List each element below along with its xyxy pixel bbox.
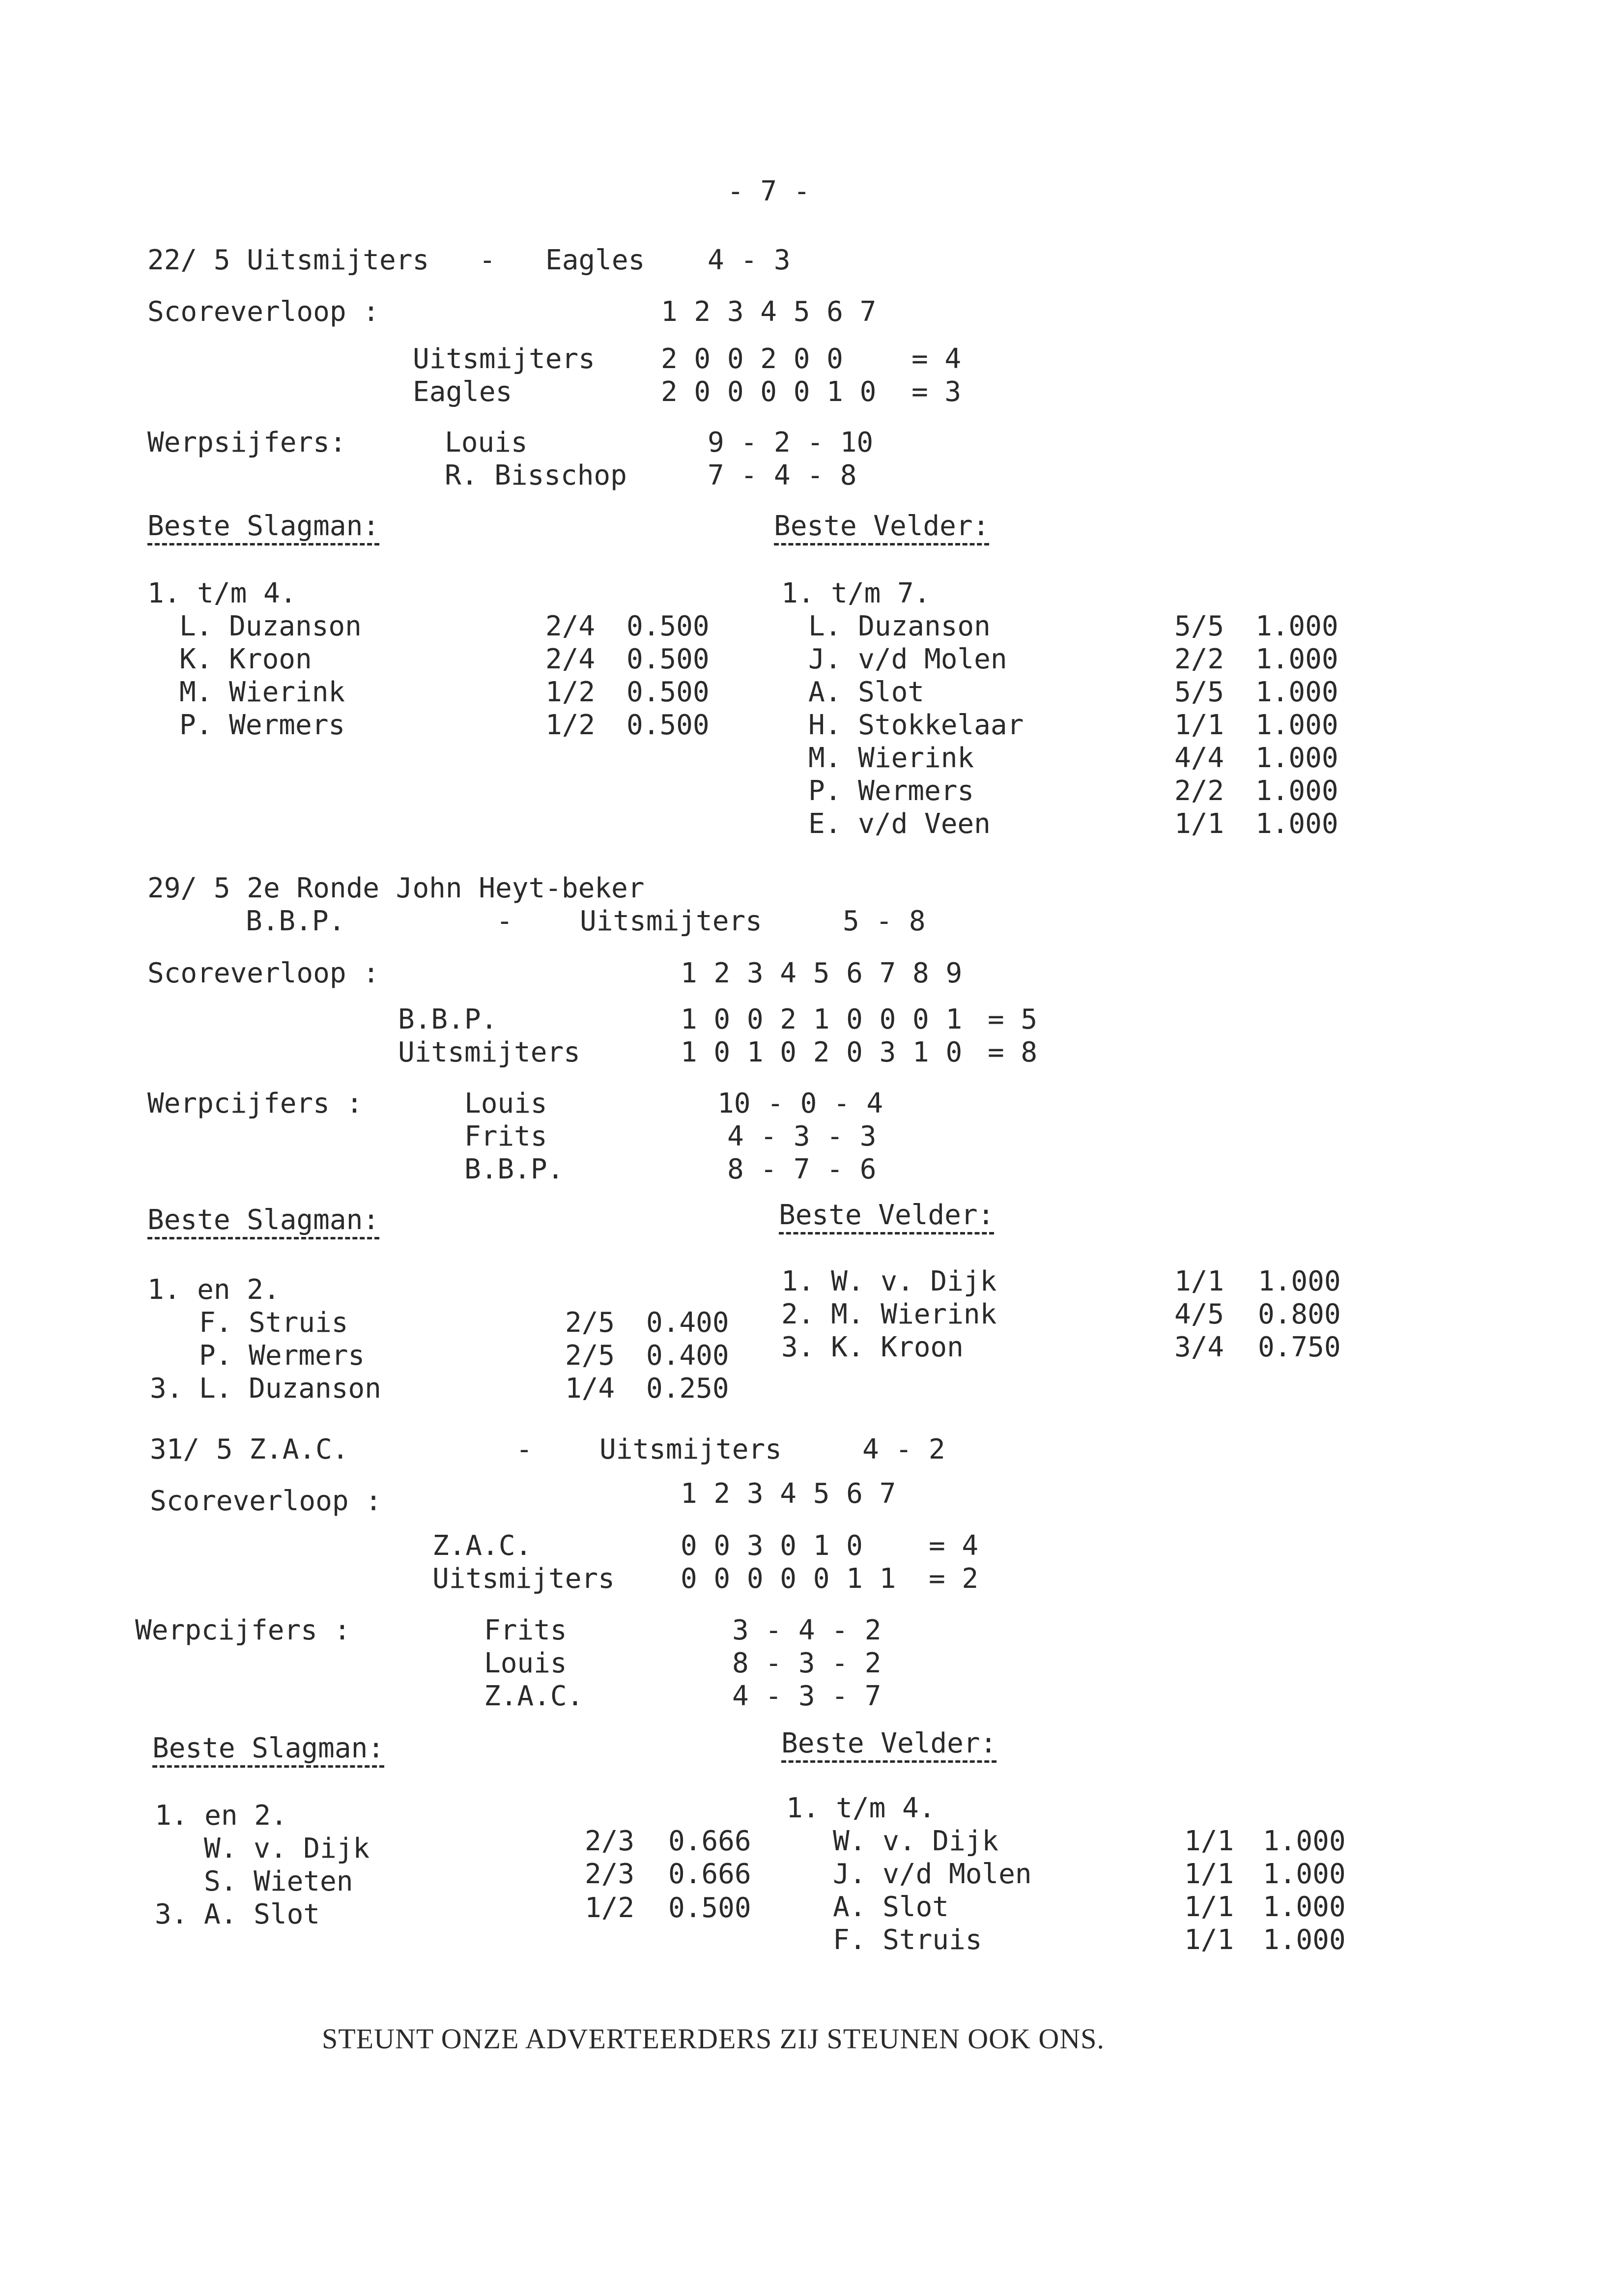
line-score-team: Uitsmijters [413,343,595,375]
footer-slogan: STEUNT ONZE ADVERTEERDERS ZIJ STEUNEN OOK ONS. [322,2023,1105,2055]
fielder-name: 3. K. Kroon [781,1331,964,1363]
batting-rank: 1. en 2. [155,1800,287,1832]
pitcher-stats: 3 - 4 - 2 [732,1614,882,1646]
batter-ratio: 2/3 [585,1825,635,1857]
game-date-teams: 31/ 5 Z.A.C. [150,1434,349,1465]
best-fielder-heading: Beste Velder: [781,1727,997,1759]
batter-average: 0.400 [646,1307,729,1339]
line-score-runs: 2 0 0 0 0 1 0 [661,376,877,408]
batter-name: S. Wieten [204,1866,353,1897]
fielder-name: E. v/d Veen [808,808,991,840]
innings-header: 1 2 3 4 5 6 7 8 9 [681,957,963,989]
fielder-average: 1.000 [1258,1265,1341,1297]
batter-average: 0.500 [626,610,710,642]
fielder-name: A. Slot [808,676,925,708]
batter-average: 0.500 [626,709,710,741]
best-fielder-heading: Beste Velder: [779,1199,995,1231]
line-score-runs: 0 0 0 0 0 1 1 [681,1563,896,1595]
pitcher-name: Louis [445,427,528,459]
line-score-team: Uitsmijters [432,1563,615,1595]
fielder-name: W. v. Dijk [833,1825,999,1857]
fielder-average: 1.000 [1255,676,1338,708]
line-score-total: = 2 [929,1563,979,1595]
fielder-average: 1.000 [1255,808,1338,840]
pitcher-stats: 8 - 7 - 6 [727,1153,877,1185]
fielder-name: M. Wierink [808,742,974,774]
final-score: 5 - 8 [843,905,926,937]
pitcher-stats: 7 - 4 - 8 [708,459,857,491]
line-score-runs: 2 0 0 2 0 0 [661,343,843,375]
fielder-average: 1.000 [1255,742,1338,774]
innings-header: 1 2 3 4 5 6 7 [661,296,877,328]
fielder-name: P. Wermers [808,775,974,807]
pitching-label: Werpcijfers : [147,1088,363,1119]
fielder-name: H. Stokkelaar [808,709,1024,741]
best-batter-heading: Beste Slagman: [147,1204,380,1236]
batter-ratio: 1/4 [565,1373,615,1405]
batter-average: 0.666 [668,1858,751,1890]
fielder-name: 2. M. Wierink [781,1298,997,1330]
fielder-ratio: 5/5 [1174,610,1224,642]
pitching-label: Werpsijfers: [147,427,346,459]
fielder-average: 1.000 [1255,709,1338,741]
fielder-ratio: 1/1 [1174,709,1224,741]
fielder-ratio: 1/1 [1184,1891,1234,1923]
pitcher-name: Frits [484,1614,567,1646]
batter-average: 0.400 [646,1340,729,1372]
fielder-ratio: 4/4 [1174,742,1224,774]
line-score-team: Eagles [413,376,513,408]
fielder-name: L. Duzanson [808,610,991,642]
versus-dash: - [496,905,513,937]
line-score-runs: 1 0 1 0 2 0 3 1 0 [681,1036,963,1068]
batter-average: 0.666 [668,1825,751,1857]
game-date-teams: 29/ 5 2e Ronde John Heyt-beker [147,872,645,904]
line-score-total: = 3 [911,376,962,408]
pitcher-name: B.B.P. [464,1153,564,1185]
fielder-name: A. Slot [833,1891,949,1923]
pitcher-name: R. Bisschop [445,459,627,491]
pitcher-name: Z.A.C. [484,1680,584,1712]
fielder-average: 1.000 [1255,643,1338,675]
fielder-ratio: 2/2 [1174,643,1224,675]
pitcher-name: Louis [484,1647,567,1679]
batter-name: P. Wermers [199,1340,365,1372]
batter-name: P. Wermers [179,709,345,741]
fielder-ratio: 1/1 [1184,1858,1234,1890]
innings-header: 1 2 3 4 5 6 7 [681,1478,896,1510]
fielder-ratio: 3/4 [1174,1331,1224,1363]
fielder-ratio: 2/2 [1174,775,1224,807]
pitcher-stats: 8 - 3 - 2 [732,1647,882,1679]
batter-average: 0.500 [626,676,710,708]
batter-ratio: 1/2 [545,676,596,708]
fielder-ratio: 4/5 [1174,1298,1224,1330]
batter-ratio: 2/5 [565,1340,615,1372]
fielding-rank: 1. t/m 4. [786,1792,936,1824]
fielding-rank: 1. t/m 7. [781,577,931,609]
batter-name: W. v. Dijk [204,1833,370,1865]
pitcher-stats: 9 - 2 - 10 [708,427,874,459]
line-score-runs: 1 0 0 2 1 0 0 0 1 [681,1004,963,1035]
pitcher-name: Frits [464,1120,547,1152]
best-batter-heading: Beste Slagman: [152,1732,385,1764]
home-team: B.B.P. [246,905,345,937]
fielder-average: 0.750 [1258,1331,1341,1363]
fielder-average: 1.000 [1263,1825,1346,1857]
pitcher-name: Louis [464,1088,547,1119]
batter-rank: 3. [150,1373,183,1405]
line-score-team: Z.A.C. [432,1530,532,1562]
pitcher-stats: 10 - 0 - 4 [717,1088,883,1119]
batting-rank: 1. t/m 4. [147,577,297,609]
fielder-ratio: 5/5 [1174,676,1224,708]
batter-ratio: 2/3 [585,1858,635,1890]
scoreverloop-label: Scoreverloop : [147,957,380,989]
batter-name: A. Slot [204,1898,320,1930]
page-number: - 7 - [727,175,810,207]
batter-name: L. Duzanson [199,1373,381,1405]
fielder-name: F. Struis [833,1924,982,1956]
final-score: 4 - 2 [862,1434,945,1465]
best-batter-heading: Beste Slagman: [147,510,380,542]
line-score-team: B.B.P. [398,1004,498,1035]
final-score: 4 - 3 [708,244,791,276]
versus-dash: - [516,1434,533,1465]
batter-average: 0.500 [668,1892,751,1924]
batter-average: 0.500 [626,643,710,675]
versus-dash: - [479,244,496,276]
fielder-average: 1.000 [1263,1924,1346,1956]
batter-ratio: 2/4 [545,643,596,675]
pitching-label: Werpcijfers : [135,1614,351,1646]
fielder-name: J. v/d Molen [808,643,1007,675]
fielder-average: 1.000 [1263,1858,1346,1890]
batting-rank: 1. en 2. [147,1274,280,1306]
fielder-ratio: 1/1 [1174,1265,1224,1297]
opponent-team: Eagles [545,244,645,276]
fielder-average: 1.000 [1255,775,1338,807]
fielder-ratio: 1/1 [1184,1924,1234,1956]
opponent-team: Uitsmijters [599,1434,782,1465]
line-score-total: = 4 [911,343,962,375]
fielder-average: 0.800 [1258,1298,1341,1330]
batter-rank: 3. [155,1898,188,1930]
fielder-name: 1. W. v. Dijk [781,1265,997,1297]
batter-ratio: 2/5 [565,1307,615,1339]
fielder-average: 1.000 [1263,1891,1346,1923]
fielder-ratio: 1/1 [1184,1825,1234,1857]
line-score-total: = 8 [988,1036,1038,1068]
batter-name: K. Kroon [179,643,312,675]
batter-name: F. Struis [199,1307,348,1339]
game-date-teams: 22/ 5 Uitsmijters [147,244,429,276]
fielder-average: 1.000 [1255,610,1338,642]
line-score-total: = 5 [988,1004,1038,1035]
line-score-total: = 4 [929,1530,979,1562]
batter-name: L. Duzanson [179,610,362,642]
fielder-ratio: 1/1 [1174,808,1224,840]
line-score-runs: 0 0 3 0 1 0 [681,1530,863,1562]
batter-ratio: 2/4 [545,610,596,642]
best-fielder-heading: Beste Velder: [774,510,990,542]
scoreverloop-label: Scoreverloop : [147,296,380,328]
fielder-name: J. v/d Molen [833,1858,1032,1890]
pitcher-stats: 4 - 3 - 3 [727,1120,877,1152]
batter-average: 0.250 [646,1373,729,1405]
batter-ratio: 1/2 [585,1892,635,1924]
batter-name: M. Wierink [179,676,345,708]
scoreverloop-label: Scoreverloop : [150,1485,382,1517]
line-score-team: Uitsmijters [398,1036,580,1068]
batter-ratio: 1/2 [545,709,596,741]
pitcher-stats: 4 - 3 - 7 [732,1680,882,1712]
opponent-team: Uitsmijters [580,905,762,937]
